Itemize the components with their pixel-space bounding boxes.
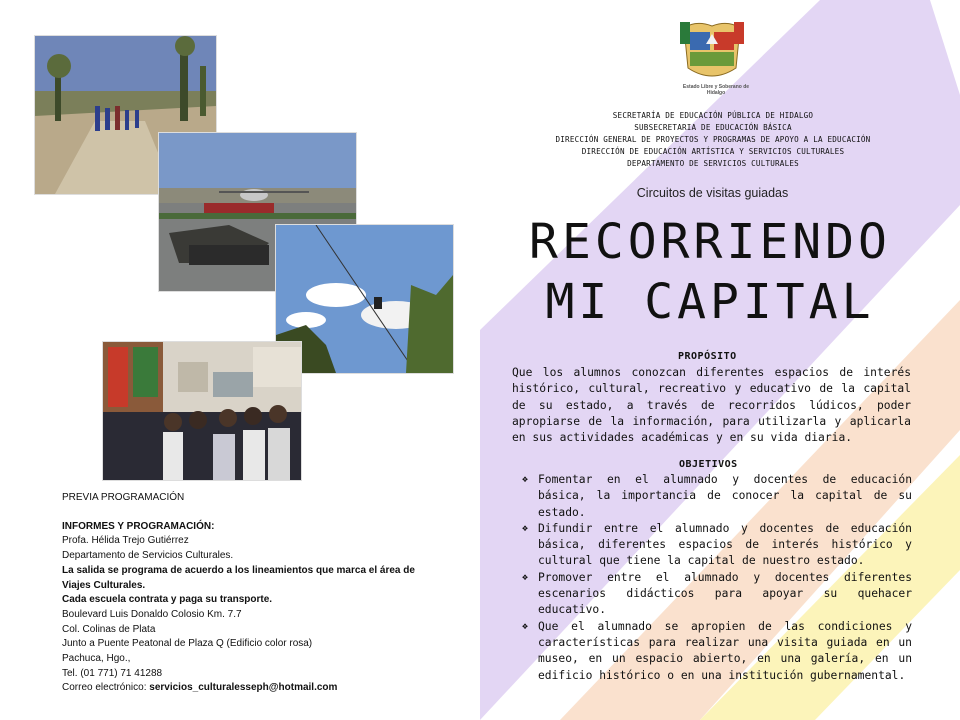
diamond-bullet-icon: ❖ <box>522 474 529 485</box>
profa-name: Profa. Hélida Trejo Gutiérrez <box>62 535 189 547</box>
email-address[interactable]: servicios_culturalesseph@hotmail.com <box>149 682 338 694</box>
email-line <box>62 681 452 696</box>
objective-item <box>522 472 912 521</box>
objective-text: Difundir entre el alumnado y docentes de educación básica, diferentes espacios de interés histórico y cultural que tiene la capital de nuestro estado. <box>538 521 912 568</box>
institution-headings <box>500 110 926 170</box>
objective-item <box>522 521 912 570</box>
proposito-text: Que los alumnos conozcan diferentes espacios de interés histórico, cultural, recreativo y educativo de la capital de su estado, a través de recorridos lúdicos, poder apropiarse de la información, para utilizarla y aplicarla en sus actividades académicas y en su vida diaria. <box>512 366 911 445</box>
head-direccion-general: DIRECCIÓN GENERAL DE PROYECTOS Y PROGRAMAS DE APOYO A LA EDUCACIÓN <box>555 135 871 144</box>
objectives-list <box>522 472 912 684</box>
students-museum-mural-photo <box>102 341 302 481</box>
informes-heading: INFORMES Y PROGRAMACIÓN: <box>62 520 215 532</box>
email-label: Correo electrónico: <box>62 682 150 694</box>
title-line-1: RECORRIENDO <box>529 214 891 270</box>
head-departamento: DEPARTAMENTO DE SERVICIOS CULTURALES <box>627 159 799 168</box>
contact-info <box>62 491 452 696</box>
spacer <box>62 506 452 520</box>
head-secretaria: SECRETARÍA DE EDUCACIÓN PÚBLICA DE HIDALGO <box>612 111 814 120</box>
title-line-2: MI CAPITAL <box>545 274 875 330</box>
page-title <box>500 212 920 332</box>
phone-number: Tel. (01 771) 71 41288 <box>62 667 163 679</box>
objective-item <box>522 570 912 619</box>
diamond-bullet-icon: ❖ <box>522 620 529 632</box>
objective-item <box>522 619 912 684</box>
objetivos-heading: OBJETIVOS <box>679 459 738 470</box>
address-city: Pachuca, Hgo., <box>62 653 131 665</box>
department-name: Departamento de Servicios Culturales. <box>62 550 234 562</box>
head-direccion-artistica: DIRECCIÓN DE EDUCACIÓN ARTÍSTICA Y SERVICIOS CULTURALES <box>581 147 845 156</box>
objective-text: Promover entre el alumnado y docentes diferentes escenarios didácticos para apoyar su quehacer educativo. <box>538 570 912 617</box>
diamond-bullet-icon: ❖ <box>522 522 529 534</box>
address-reference: Junto a Puente Peatonal de Plaza Q (Edificio color rosa) <box>62 638 313 650</box>
objective-text: Fomentar en el alumnado y docentes de educación básica, la importancia de conocer la capital de su estado. <box>538 473 912 519</box>
head-subsecretaria: SUBSECRETARIA DE EDUCACIÓN BÁSICA <box>634 123 792 132</box>
transport-note: Cada escuela contrata y paga su transporte. <box>62 594 273 606</box>
emblem-caption: Estado Libre y Soberano de Hidalgo <box>682 84 750 96</box>
diamond-bullet-icon: ❖ <box>522 571 529 583</box>
previa-text: PREVIA PROGRAMACIÓN <box>62 492 185 503</box>
address-colonia: Col. Colinas de Plata <box>62 623 156 635</box>
salida-note-2: Viajes Culturales. <box>62 579 146 591</box>
subtitle: Circuitos de visitas guiadas <box>636 186 789 200</box>
proposito-heading: PROPÓSITO <box>678 351 737 362</box>
address-boulevard: Boulevard Luis Donaldo Colosio Km. 7.7 <box>62 608 242 620</box>
objective-text: Que el alumnado se apropien de las condiciones y características para realizar una visita guiada en un museo, en un espacio abierto, en una galería, en un edificio histórico o en una institución gubernamental. <box>538 619 912 682</box>
salida-note-1: La salida se programa de acuerdo a los lineamientos que marca el área de <box>62 564 415 576</box>
